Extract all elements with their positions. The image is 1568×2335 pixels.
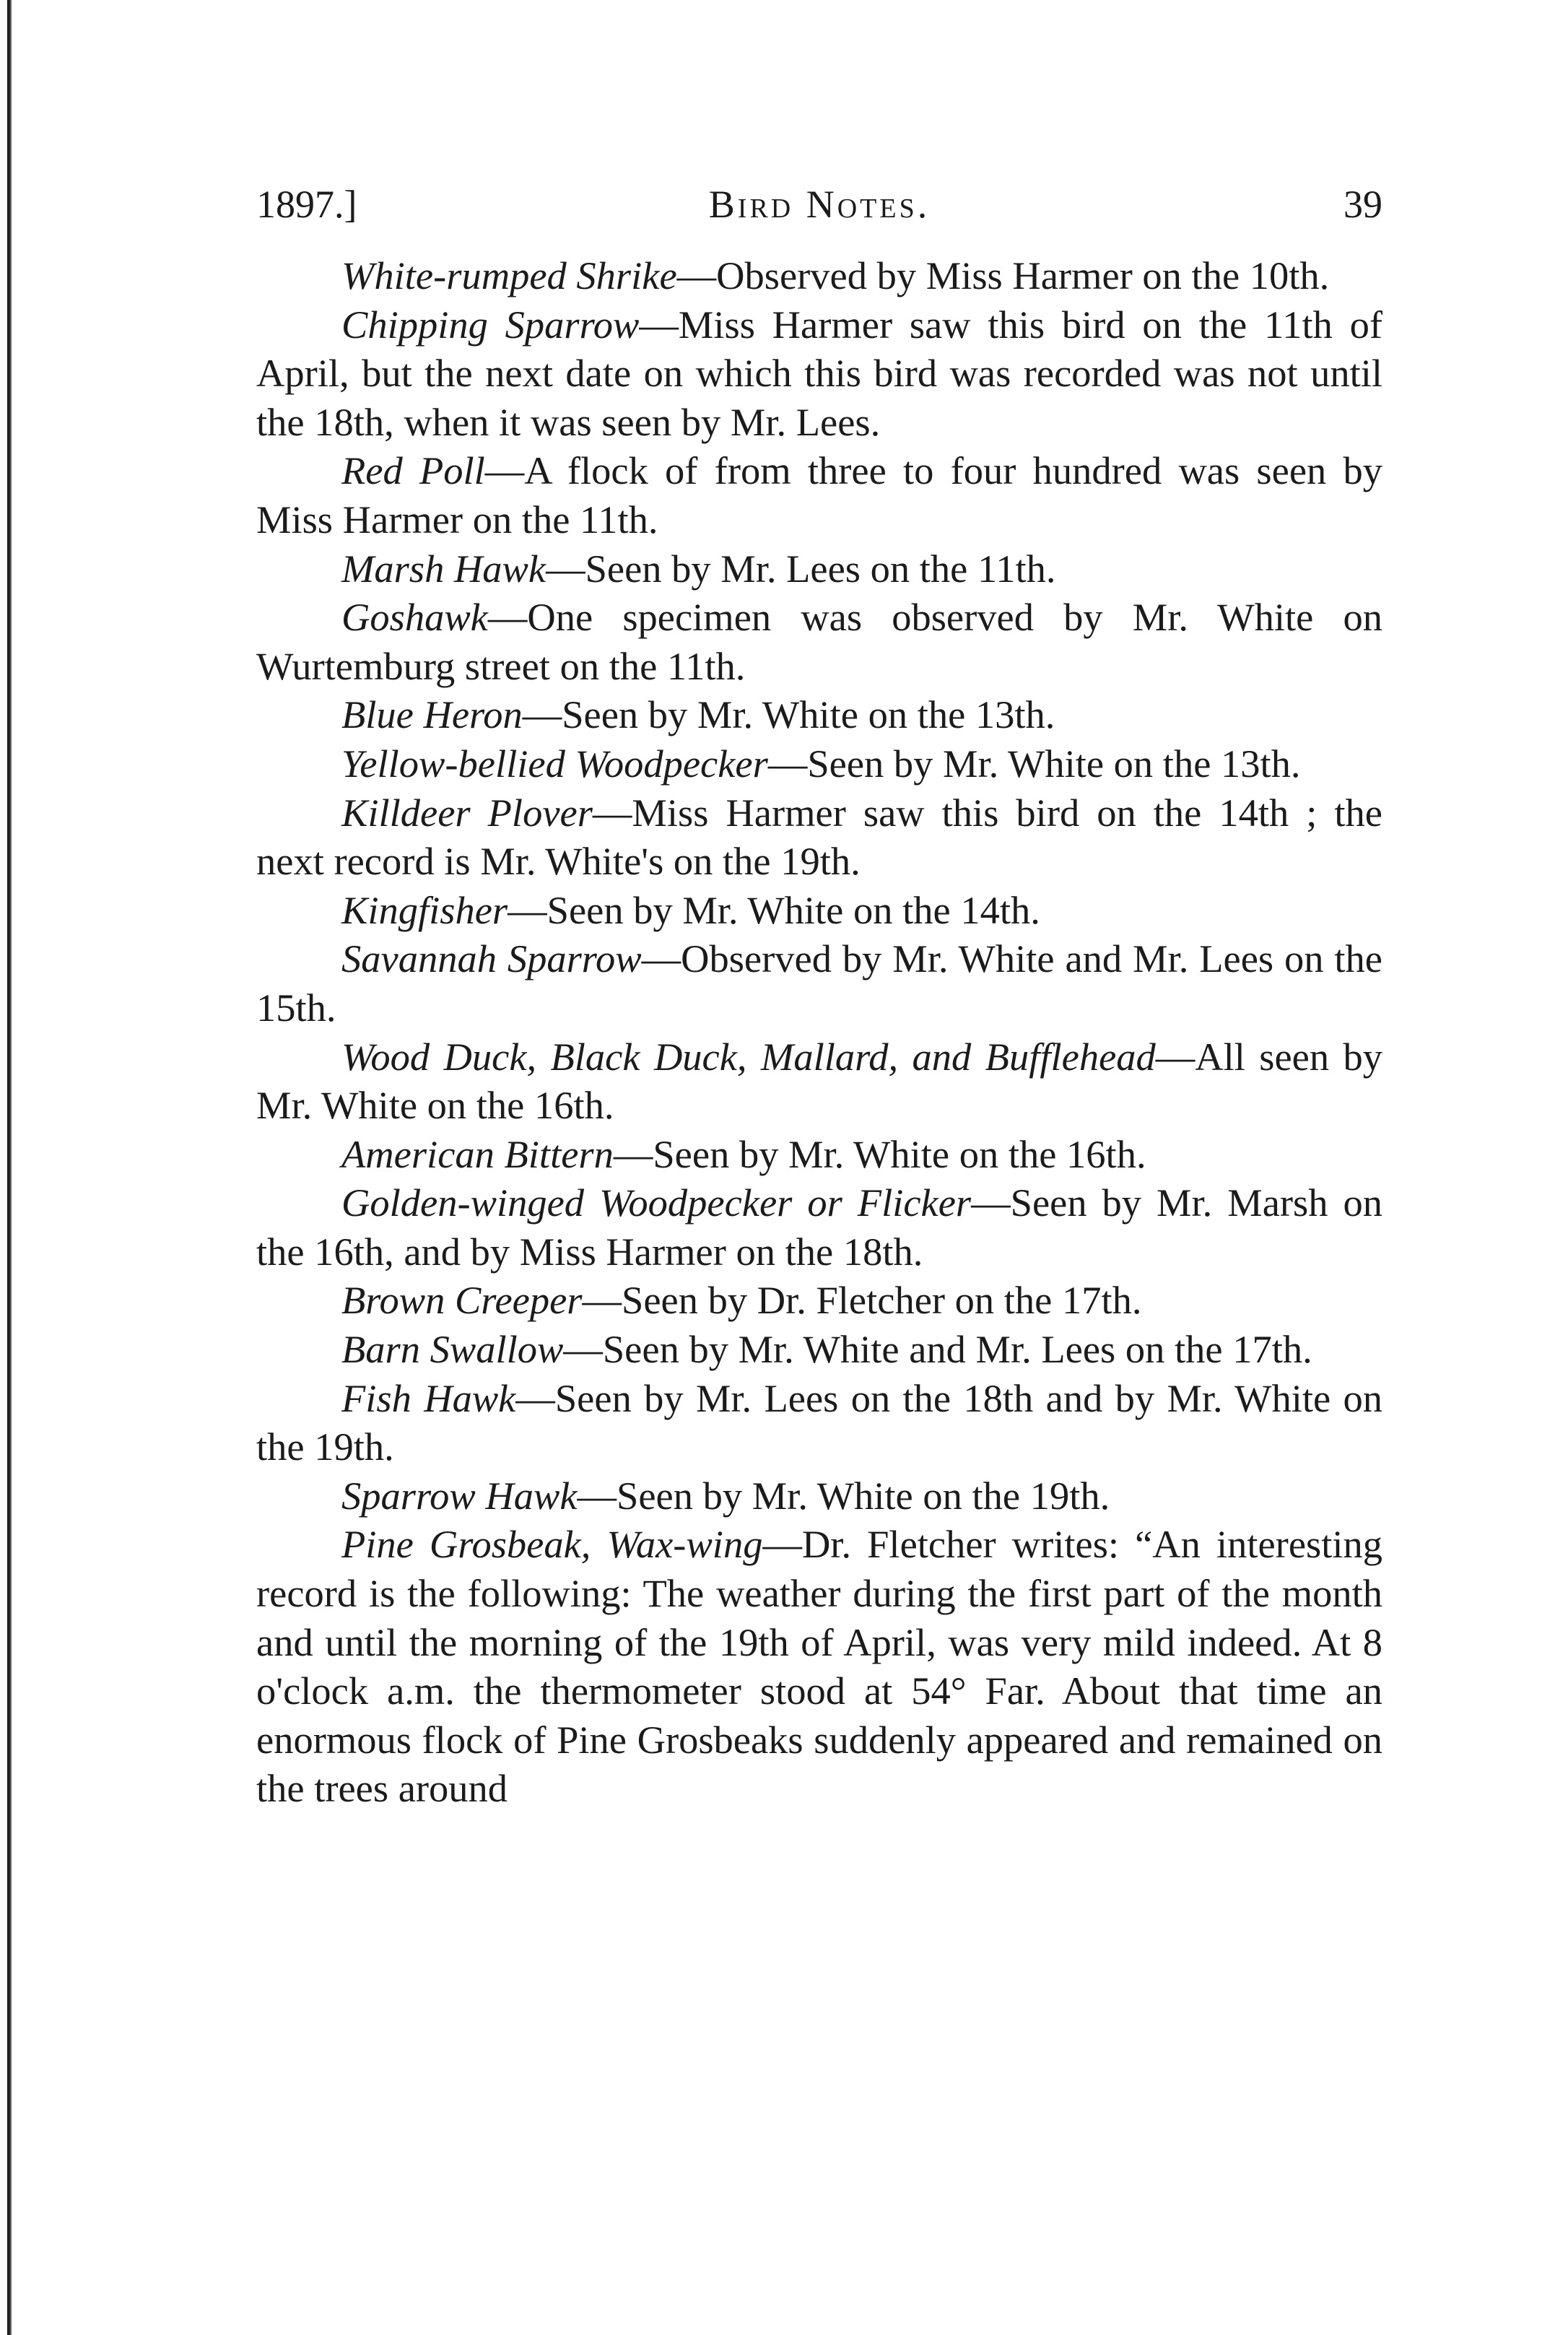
entry-goshawk bbox=[256, 593, 1382, 690]
entry-sparrow-hawk bbox=[256, 1471, 1382, 1521]
entry-text: —Observed by Miss Harmer on the 10th. bbox=[676, 253, 1330, 297]
species-name: Goshawk bbox=[341, 595, 488, 640]
species-name: Golden-winged Woodpecker or Flicker bbox=[341, 1180, 972, 1225]
species-name: Yellow-bellied Woodpecker bbox=[341, 741, 768, 786]
entry-text: —Seen by Dr. Fletcher on the 17th. bbox=[582, 1278, 1142, 1323]
species-name: Blue Heron bbox=[341, 692, 523, 737]
entry-text: —One specimen was observed by Mr. White on Wurtemburg street on the 11th. bbox=[256, 595, 1382, 688]
entry-white-rumped-shrike bbox=[256, 251, 1382, 300]
entry-killdeer-plover bbox=[256, 788, 1382, 886]
entry-text: —All seen by Mr. White on the 16th. bbox=[256, 1034, 1382, 1128]
species-name: Wood Duck, Black Duck, Mallard, and Bufflehead bbox=[341, 1034, 1156, 1079]
species-name: Killdeer Plover bbox=[341, 790, 593, 835]
species-name: Sparrow Hawk bbox=[341, 1473, 578, 1518]
species-name: Savannah Sparrow bbox=[341, 936, 642, 981]
entry-text: —Seen by Mr. White on the 13th. bbox=[522, 692, 1055, 737]
entry-text: —Seen by Mr. White on the 16th. bbox=[613, 1131, 1146, 1176]
entry-ducks-and-bufflehead bbox=[256, 1032, 1382, 1130]
species-name: Pine Grosbeak, Wax-wing bbox=[341, 1522, 763, 1567]
entry-chipping-sparrow bbox=[256, 300, 1382, 447]
species-name: Chipping Sparrow bbox=[341, 302, 640, 347]
entry-text: —Seen by Mr. Marsh on the 16th, and by Miss Harmer on the 18th. bbox=[256, 1180, 1382, 1274]
body-text bbox=[256, 251, 1382, 1813]
species-name: Kingfisher bbox=[341, 887, 508, 932]
page-number: 39 bbox=[1343, 183, 1382, 226]
entry-fish-hawk bbox=[256, 1374, 1382, 1471]
entry-text: —Seen by Mr. White on the 19th. bbox=[577, 1473, 1110, 1518]
entry-text: —Seen by Mr. Lees on the 18th and by Mr. White on the 19th. bbox=[256, 1375, 1382, 1469]
entry-text: —Miss Harmer saw this bird on the 14th ; the next record is Mr. White's on the 19th. bbox=[256, 790, 1382, 884]
species-name: Red Poll bbox=[341, 448, 485, 493]
entry-blue-heron bbox=[256, 690, 1382, 739]
entry-golden-winged-woodpecker bbox=[256, 1178, 1382, 1276]
species-name: American Bittern bbox=[341, 1131, 614, 1176]
entry-text: —A flock of from three to four hundred was seen by Miss Harmer on the 11th. bbox=[256, 448, 1382, 542]
entry-yellow-bellied-woodpecker bbox=[256, 739, 1382, 788]
entry-text: —Seen by Mr. White and Mr. Lees on the 17th. bbox=[563, 1327, 1312, 1372]
species-name: White-rumped Shrike bbox=[341, 253, 677, 297]
entry-text: —Dr. Fletcher writes: “An interesting record is the following: The weather during the first part of the month and until the morning of the 19th of April, was very mild indeed. At 8 o'clock a.m. the thermometer stood at 54° Far. About that time an enormous flock of Pine Grosbeaks suddenly appeared and remained on the trees around bbox=[256, 1522, 1383, 1811]
entry-barn-swallow bbox=[256, 1325, 1382, 1374]
species-name: Brown Creeper bbox=[341, 1278, 583, 1323]
entry-marsh-hawk bbox=[256, 544, 1382, 593]
running-title: Bird Notes. bbox=[708, 183, 931, 226]
binding-edge bbox=[7, 0, 12, 2335]
entry-brown-creeper bbox=[256, 1276, 1382, 1325]
species-name: Fish Hawk bbox=[341, 1375, 516, 1420]
page-header bbox=[256, 172, 1382, 237]
entry-red-poll bbox=[256, 446, 1382, 544]
entry-text: —Seen by Mr. White on the 14th. bbox=[508, 887, 1040, 932]
entry-text: —Miss Harmer saw this bird on the 11th of April, but the next date on which this bird was recorded was not until the 18th, when it was seen by Mr. Lees. bbox=[256, 302, 1382, 444]
entry-american-bittern bbox=[256, 1130, 1382, 1179]
entry-text: —Observed by Mr. White and Mr. Lees on the 15th. bbox=[256, 936, 1383, 1030]
entry-text: —Seen by Mr. Lees on the 11th. bbox=[546, 546, 1056, 591]
entry-kingfisher bbox=[256, 886, 1382, 935]
entry-savannah-sparrow bbox=[256, 934, 1382, 1032]
species-name: Marsh Hawk bbox=[341, 546, 546, 591]
header-year: 1897.] bbox=[256, 183, 357, 226]
entry-text: —Seen by Mr. White on the 13th. bbox=[767, 741, 1301, 786]
species-name: Barn Swallow bbox=[341, 1327, 564, 1372]
entry-pine-grosbeak-wax-wing bbox=[256, 1520, 1382, 1813]
